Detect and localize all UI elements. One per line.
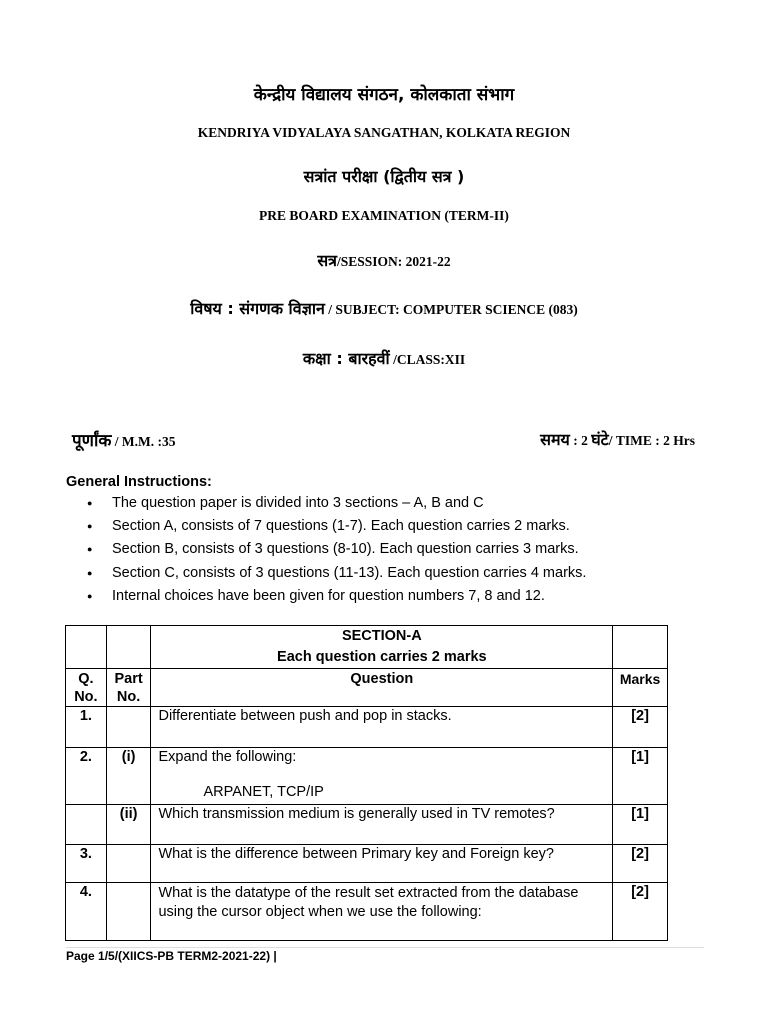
time-hours-hindi: घंटे xyxy=(591,430,609,449)
part-number xyxy=(106,707,151,748)
page-footer xyxy=(66,947,704,963)
table-row xyxy=(66,883,668,941)
instructions-title: General Instructions: xyxy=(66,474,212,490)
footer-text: Page 1/5/(XIICS-PB TERM2-2021-22) | xyxy=(66,949,277,963)
question-text: Expand the following: xyxy=(158,749,297,765)
instruction-item: ● Section B, consists of 3 questions (8-10). Each question carries 3 marks. xyxy=(66,538,716,561)
class-english: /CLASS:XII xyxy=(389,352,466,367)
col-part-header: Part No. xyxy=(106,669,151,707)
instruction-item: ● Internal choices have been given for question numbers 7, 8 and 12. xyxy=(66,585,716,608)
instruction-item: ● The question paper is divided into 3 sections – A, B and C xyxy=(66,492,716,515)
question-marks: [2] xyxy=(613,845,668,883)
question-text: Differentiate between push and pop in stacks. xyxy=(151,707,613,748)
class-hindi: कक्षा : बारहवीं xyxy=(302,349,390,368)
col-qno-header: Q. No. xyxy=(66,669,107,707)
exam-title-hindi: सत्रांत परीक्षा (द्वितीय सत्र ) xyxy=(303,167,465,186)
table-row xyxy=(66,805,668,845)
column-header-row xyxy=(66,669,668,707)
subject-english: / SUBJECT: COMPUTER SCIENCE (083) xyxy=(324,302,578,317)
table-row xyxy=(66,707,668,748)
org-name-hindi: केन्द्रीय विद्यालय संगठन, कोलकाता संभाग xyxy=(253,85,515,105)
question-marks: [2] xyxy=(613,883,668,941)
question-text: Which transmission medium is generally used in TV remotes? xyxy=(151,805,613,845)
class-line xyxy=(0,347,768,369)
question-number xyxy=(66,805,107,845)
instruction-item: ● Section A, consists of 7 questions (1-7). Each question carries 2 marks. xyxy=(66,515,716,538)
subject-hindi: विषय : संगणक विज्ञान xyxy=(190,299,325,318)
question-cell xyxy=(151,748,613,805)
question-number: 1. xyxy=(66,707,107,748)
table-row xyxy=(66,748,668,805)
time-english: / TIME : 2 Hrs xyxy=(608,433,695,448)
exam-title-english: PRE BOARD EXAMINATION (TERM-II) xyxy=(259,208,509,223)
section-header-row xyxy=(66,626,668,669)
session-line xyxy=(0,249,768,271)
time-separator: : 2 xyxy=(569,433,592,448)
org-name-english: KENDRIYA VIDYALAYA SANGATHAN, KOLKATA REGION xyxy=(197,125,571,140)
max-marks-english: / M.M. :35 xyxy=(111,434,176,449)
table-row xyxy=(66,845,668,883)
col-question-header: Question xyxy=(151,669,613,707)
instruction-item: ● Section C, consists of 3 questions (11-13). Each question carries 4 marks. xyxy=(66,562,716,585)
part-number: (ii) xyxy=(106,805,151,845)
session-english: /SESSION: 2021-22 xyxy=(337,254,451,269)
general-instructions xyxy=(66,474,716,608)
part-number xyxy=(106,883,151,941)
time-allowed xyxy=(540,428,695,450)
instructions-list xyxy=(66,492,716,608)
question-number: 3. xyxy=(66,845,107,883)
question-marks: [2] xyxy=(613,707,668,748)
section-subtitle: Each question carries 2 marks xyxy=(277,649,487,665)
subject-line xyxy=(0,297,768,319)
question-marks: [1] xyxy=(613,748,668,805)
max-marks xyxy=(72,428,176,451)
col-marks-header: Marks xyxy=(613,669,668,707)
question-text: What is the difference between Primary key and Foreign key? xyxy=(151,845,613,883)
question-text: What is the datatype of the result set extracted from the database using the cursor object when we use the following: xyxy=(151,883,613,941)
question-extra: ARPANET, TCP/IP xyxy=(203,784,324,800)
section-heading xyxy=(151,626,613,669)
question-marks: [1] xyxy=(613,805,668,845)
section-title: SECTION-A xyxy=(341,628,422,644)
max-marks-hindi: पूर्णांक xyxy=(72,431,112,451)
part-number: (i) xyxy=(106,748,151,805)
session-hindi: सत्र xyxy=(317,251,337,270)
part-number xyxy=(106,845,151,883)
question-number: 4. xyxy=(66,883,107,941)
time-hindi: समय xyxy=(540,430,570,449)
question-table xyxy=(65,625,668,941)
question-number: 2. xyxy=(66,748,107,805)
